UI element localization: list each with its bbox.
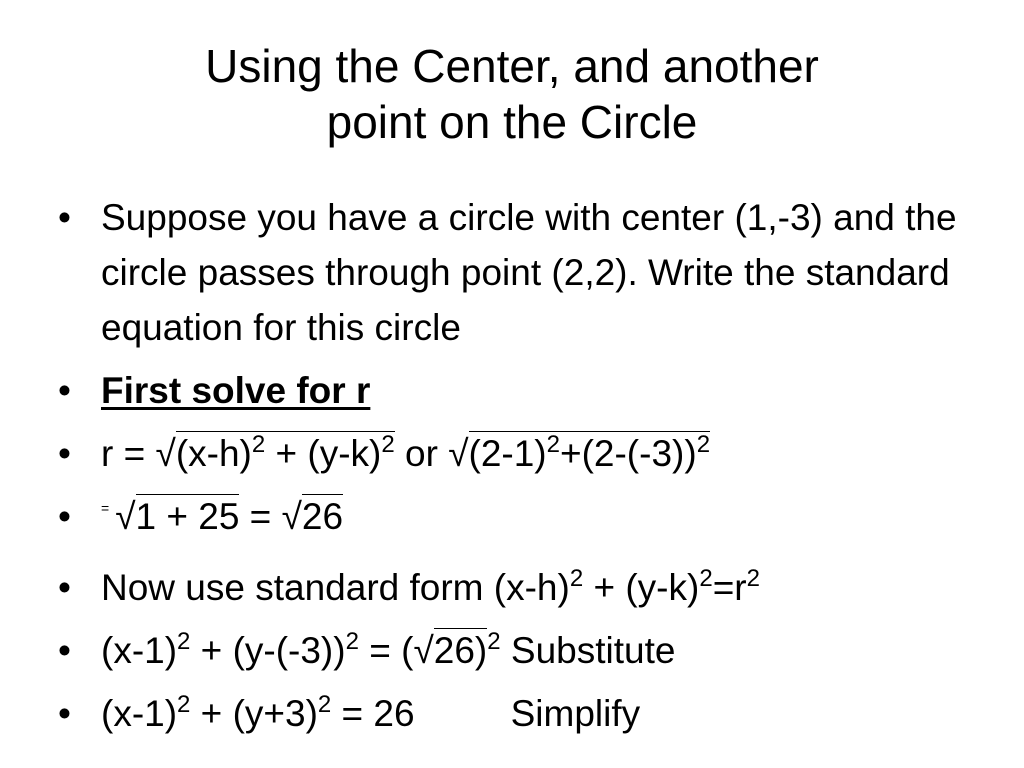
bullet-list xyxy=(58,190,1008,749)
exponent: 2 xyxy=(569,565,584,592)
equals-26: = 26 xyxy=(331,693,415,734)
term-2-1: (2-1) xyxy=(468,433,547,474)
sqrt-symbol: √ xyxy=(281,496,302,537)
small-equals: = xyxy=(101,500,110,516)
radicand-general xyxy=(176,431,395,474)
term-x-h: (x-h) xyxy=(175,433,252,474)
exponent: 2 xyxy=(546,431,560,458)
exponent: 2 xyxy=(177,628,191,655)
term-2-neg3: +(2-(-3)) xyxy=(559,433,697,474)
term-y-k: + (y-k) xyxy=(265,433,382,474)
exponent: 2 xyxy=(487,628,501,655)
equals-r: =r xyxy=(712,567,747,608)
radicand-26: 26 xyxy=(301,496,344,537)
exponent: 2 xyxy=(699,565,713,592)
sqrt-symbol: √ xyxy=(448,433,469,474)
radicand-sum: 1 + 25 xyxy=(135,496,240,537)
slide-title xyxy=(0,38,1024,150)
sqrt-symbol: √ xyxy=(155,433,176,474)
or-text: or xyxy=(394,433,449,474)
first-solve-heading: First solve for r xyxy=(101,370,371,411)
problem-text: Suppose you have a circle with center (1,-3) and the circle passes through point (2,2). Write the standard equation for this circle xyxy=(101,197,957,348)
title-line-1: Using the Center, and another xyxy=(205,40,819,92)
equals-text: = xyxy=(239,496,282,537)
equals-open-paren: = ( xyxy=(358,630,414,671)
exponent: 2 xyxy=(317,691,332,718)
standard-form-text: Now use standard form (x-h) xyxy=(101,567,570,608)
simplify-label: Simplify xyxy=(510,693,641,734)
exponent: 2 xyxy=(251,431,266,458)
bullet-standard-form xyxy=(58,560,1008,615)
radicand-26-paren: 26) xyxy=(433,630,488,671)
sqrt-symbol: √ xyxy=(413,630,434,671)
term-y-plus3: + (y+3) xyxy=(190,693,318,734)
bullet-problem-statement xyxy=(58,190,1008,355)
term-x-1: (x-1) xyxy=(101,630,178,671)
radicand-numeric xyxy=(469,431,711,474)
term-x-1: (x-1) xyxy=(101,693,178,734)
exponent: 2 xyxy=(381,431,395,458)
term-y-k: + (y-k) xyxy=(583,567,700,608)
term-y-neg3: + (y-(-3)) xyxy=(190,630,346,671)
substitute-label: Substitute xyxy=(500,630,676,671)
bullet-first-solve xyxy=(58,363,1008,418)
exponent: 2 xyxy=(746,565,760,592)
bullet-radius-formula xyxy=(58,426,1008,481)
bullet-substitute xyxy=(58,623,1008,678)
bullet-simplify xyxy=(58,686,1008,741)
title-line-2: point on the Circle xyxy=(326,96,698,148)
r-equals: r = xyxy=(101,433,156,474)
exponent: 2 xyxy=(696,431,711,458)
exponent: 2 xyxy=(177,691,191,718)
sqrt-symbol: √ xyxy=(115,496,136,537)
bullet-radius-value xyxy=(58,489,1008,552)
exponent: 2 xyxy=(345,628,359,655)
